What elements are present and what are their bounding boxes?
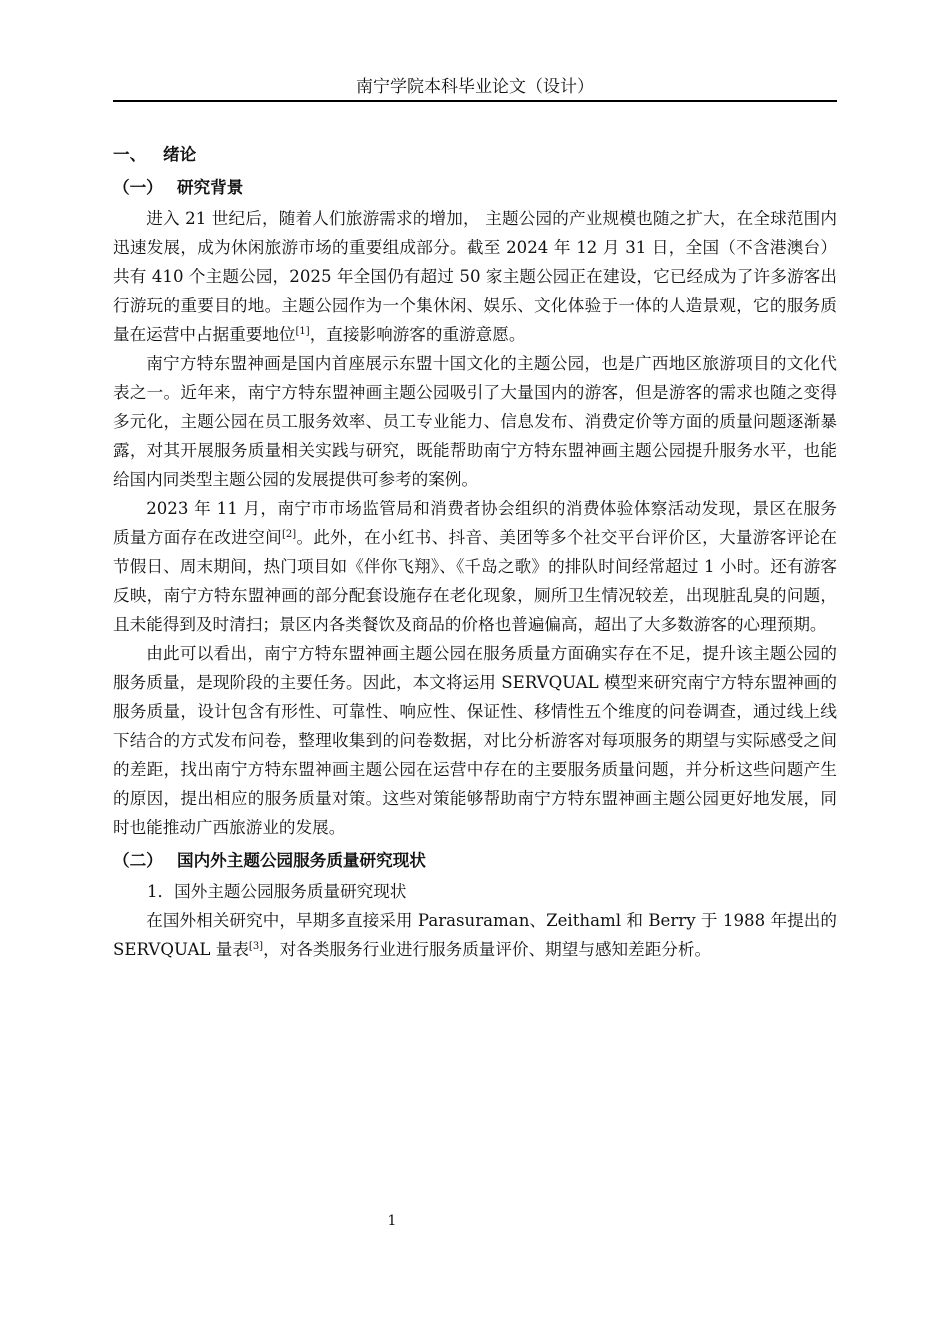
- subsection-number: （一）: [113, 177, 163, 197]
- header-rule: [113, 100, 837, 102]
- paragraph-3: [113, 494, 837, 639]
- paragraph-text: ，对各类服务行业进行服务质量评价、期望与感知差距分析。: [263, 940, 712, 959]
- page-number: 1: [387, 1213, 397, 1229]
- subsection-number: （二）: [113, 850, 163, 870]
- paragraph-text: ，直接影响游客的重游意愿。: [309, 325, 526, 344]
- body-content: [113, 140, 837, 964]
- subsection-heading-background: [113, 173, 837, 202]
- section-heading: [113, 140, 837, 169]
- paragraph-text: 。此外，在小红书、抖音、美团等多个社交平台评价区，大量游客评论在节假日、周末期间，热门项目如《伴你飞翔》、《千岛之歌》的排队时间经常超过 1 小时。还有游客反映，南宁方特东盟神画的部分配套设施存在老化现象，厕所卫生情况较差，出现脏乱臭的问题，且未能得到及时清扫；景区内各类餐饮及商品的价格也普遍偏高，超出了大多数游客的心理预期。: [113, 528, 838, 634]
- paragraph-4: 由此可以看出，南宁方特东盟神画主题公园在服务质量方面确实存在不足，提升该主题公园的服务质量，是现阶段的主要任务。因此，本文将运用 SERVQUAL 模型来研究南宁方特东盟神画的服务质量，设计包含有形性、可靠性、响应性、保证性、移情性五个维度的问卷调查，通过线上线下结合的方式发布问卷，整理收集到的问卷数据，对比分析游客对每项服务的期望与实际感受之间的差距，找出南宁方特东盟神画主题公园在运营中存在的主要服务质量问题，并分析这些问题产生的原因，提出相应的服务质量对策。这些对策能够帮助南宁方特东盟神画主题公园更好地发展，同时也能推动广西旅游业的发展。: [113, 644, 837, 837]
- running-header: 南宁学院本科毕业论文（设计）: [356, 77, 594, 97]
- subsection-title: 研究背景: [177, 177, 244, 197]
- paragraph-1: [113, 204, 837, 349]
- paragraph-text: 进入 21 世纪后，随着人们旅游需求的增加， 主题公园的产业规模也随之扩大，在全球范围内迅速发展，成为休闲旅游市场的重要组成部分。截至 2024 年 12 月 31 日，全国（不含港澳台）共有 410 个主题公园，2025 年全国仍有超过 50 家主题公园正在建设，它已经成为了许多游客出行游玩的重要目的地。主题公园作为一个集休闲、娱乐、文化体验于一体的人造景观，它的服务质量在运营中占据重要地位: [113, 209, 837, 344]
- section-number: 一、: [113, 144, 147, 164]
- subsubsection-heading: 1．国外主题公园服务质量研究现状: [147, 882, 407, 901]
- subsection-title: 国内外主题公园服务质量研究现状: [177, 850, 426, 870]
- citation-ref: [2]: [282, 529, 297, 540]
- paragraph-5: [113, 906, 837, 964]
- section-title: 绪论: [163, 144, 197, 164]
- subsection-heading-research-status: [113, 846, 837, 875]
- paragraph-text: 2023 年 11 月，南宁市市场监管局和消费者协会组织的消费体验体察活动发现，景区在服务质量方面存在改进空间: [113, 499, 837, 547]
- paragraph-2: 南宁方特东盟神画是国内首座展示东盟十国文化的主题公园，也是广西地区旅游项目的文化代表之一。近年来，南宁方特东盟神画主题公园吸引了大量国内的游客，但是游客的需求也随之变得多元化，主题公园在员工服务效率、员工专业能力、信息发布、消费定价等方面的质量问题逐渐暴露，对其开展服务质量相关实践与研究，既能帮助南宁方特东盟神画主题公园提升服务水平，也能给国内同类型主题公园的发展提供可参考的案例。: [113, 354, 837, 489]
- paragraph-text: 在国外相关研究中，早期多直接采用 Parasuraman、Zeithaml 和 Berry 于 1988 年提出的 SERVQUAL 量表: [113, 911, 837, 959]
- citation-ref: [3]: [248, 941, 264, 952]
- citation-ref: [1]: [295, 326, 310, 337]
